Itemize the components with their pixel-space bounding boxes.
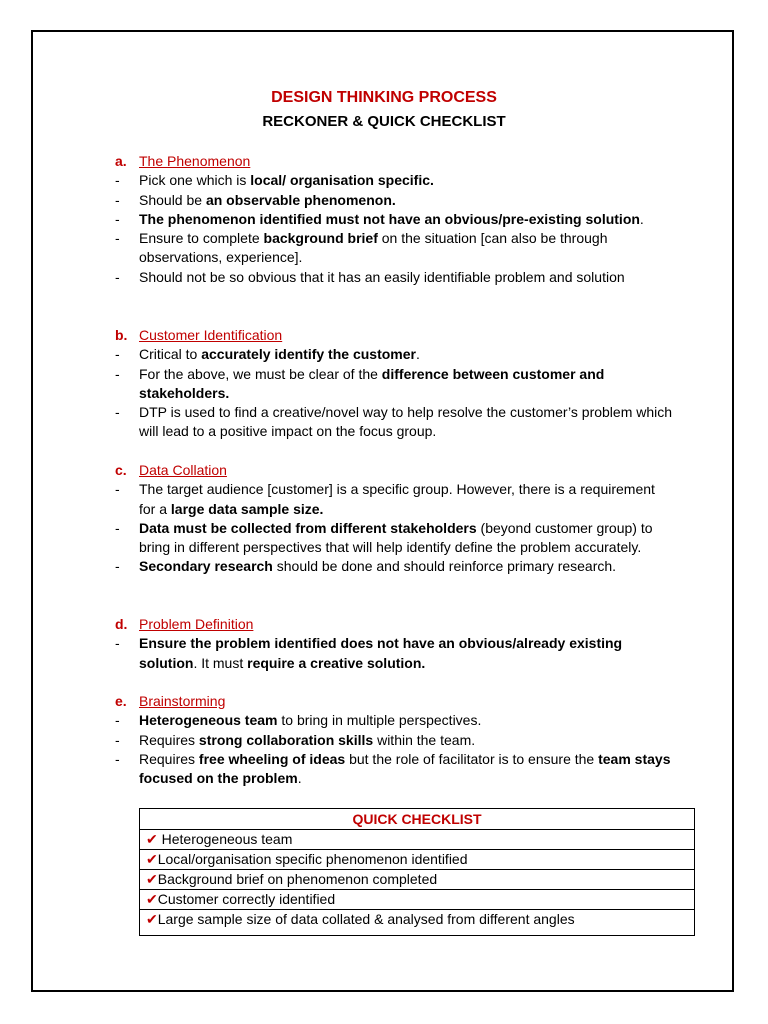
checkmark-icon: ✔ <box>146 831 158 847</box>
checklist-row: ✔ Heterogeneous team <box>140 830 694 850</box>
checklist-row: ✔Large sample size of data collated & analysed from different angles <box>146 911 575 927</box>
list-item: - Pick one which is local/ organisation specific. <box>115 172 434 189</box>
checklist-title: QUICK CHECKLIST <box>140 809 694 830</box>
section-letter: e. <box>115 693 127 709</box>
section-title: The Phenomenon <box>139 153 251 169</box>
checkmark-icon: ✔ <box>146 871 158 887</box>
quick-checklist-table <box>139 808 695 936</box>
list-item: - Critical to accurately identify the customer. <box>115 346 420 363</box>
section-title: Brainstorming <box>139 693 226 709</box>
section-letter: d. <box>115 616 128 632</box>
list-item: - For the above, we must be clear of the difference between customer and stakeholders. <box>115 365 605 401</box>
list-item: - Should not be so obvious that it has an easily identifiable problem and solution <box>115 268 625 285</box>
document-title: DESIGN THINKING PROCESS <box>271 89 497 106</box>
checklist-row: ✔Local/organisation specific phenomenon identified <box>140 850 694 870</box>
list-item: - Ensure to complete background brief on the situation [can also be through observations, experience]. <box>115 230 608 266</box>
list-item: - The target audience [customer] is a specific group. However, there is a requirement for a large data sample size. <box>115 481 655 517</box>
list-item: - Heterogeneous team to bring in multiple perspectives. <box>115 712 482 729</box>
section-letter: c. <box>115 462 127 478</box>
checkmark-icon: ✔ <box>146 911 158 927</box>
section-problem-definition <box>115 615 675 673</box>
list-item: - Should be an observable phenomenon. <box>115 191 396 208</box>
checklist-row: ✔Background brief on phenomenon completed <box>140 870 694 890</box>
section-title: Data Collation <box>139 462 227 478</box>
list-item: - Requires strong collaboration skills within the team. <box>115 731 476 748</box>
list-item: - The phenomenon identified must not have an obvious/pre-existing solution. <box>115 210 644 227</box>
section-data-collation <box>115 461 675 577</box>
section-customer-identification <box>115 326 675 442</box>
checklist-row: ✔Customer correctly identified <box>140 890 694 910</box>
section-title: Customer Identification <box>139 327 283 343</box>
list-item: - DTP is used to find a creative/novel way to help resolve the customer’s problem which will lead to a positive impact on the focus group. <box>115 404 673 440</box>
section-letter: a. <box>115 153 127 169</box>
document-subtitle: RECKONER & QUICK CHECKLIST <box>262 113 506 130</box>
list-item: - Secondary research should be done and should reinforce primary research. <box>115 558 617 575</box>
list-item: - Ensure the problem identified does not have an obvious/already existing solution. It must require a creative solution. <box>115 635 623 671</box>
section-brainstorming <box>115 692 675 788</box>
checkmark-icon: ✔ <box>146 891 158 907</box>
section-title: Problem Definition <box>139 616 254 632</box>
section-phenomenon <box>115 152 675 287</box>
section-letter: b. <box>115 327 128 343</box>
checkmark-icon: ✔ <box>146 851 158 867</box>
list-item: - Data must be collected from different stakeholders (beyond customer group) to bring in different perspectives that will help identify define the problem accurately. <box>115 519 653 556</box>
list-item: - Requires free wheeling of ideas but the role of facilitator is to ensure the team stays focused on the problem. <box>115 750 671 787</box>
